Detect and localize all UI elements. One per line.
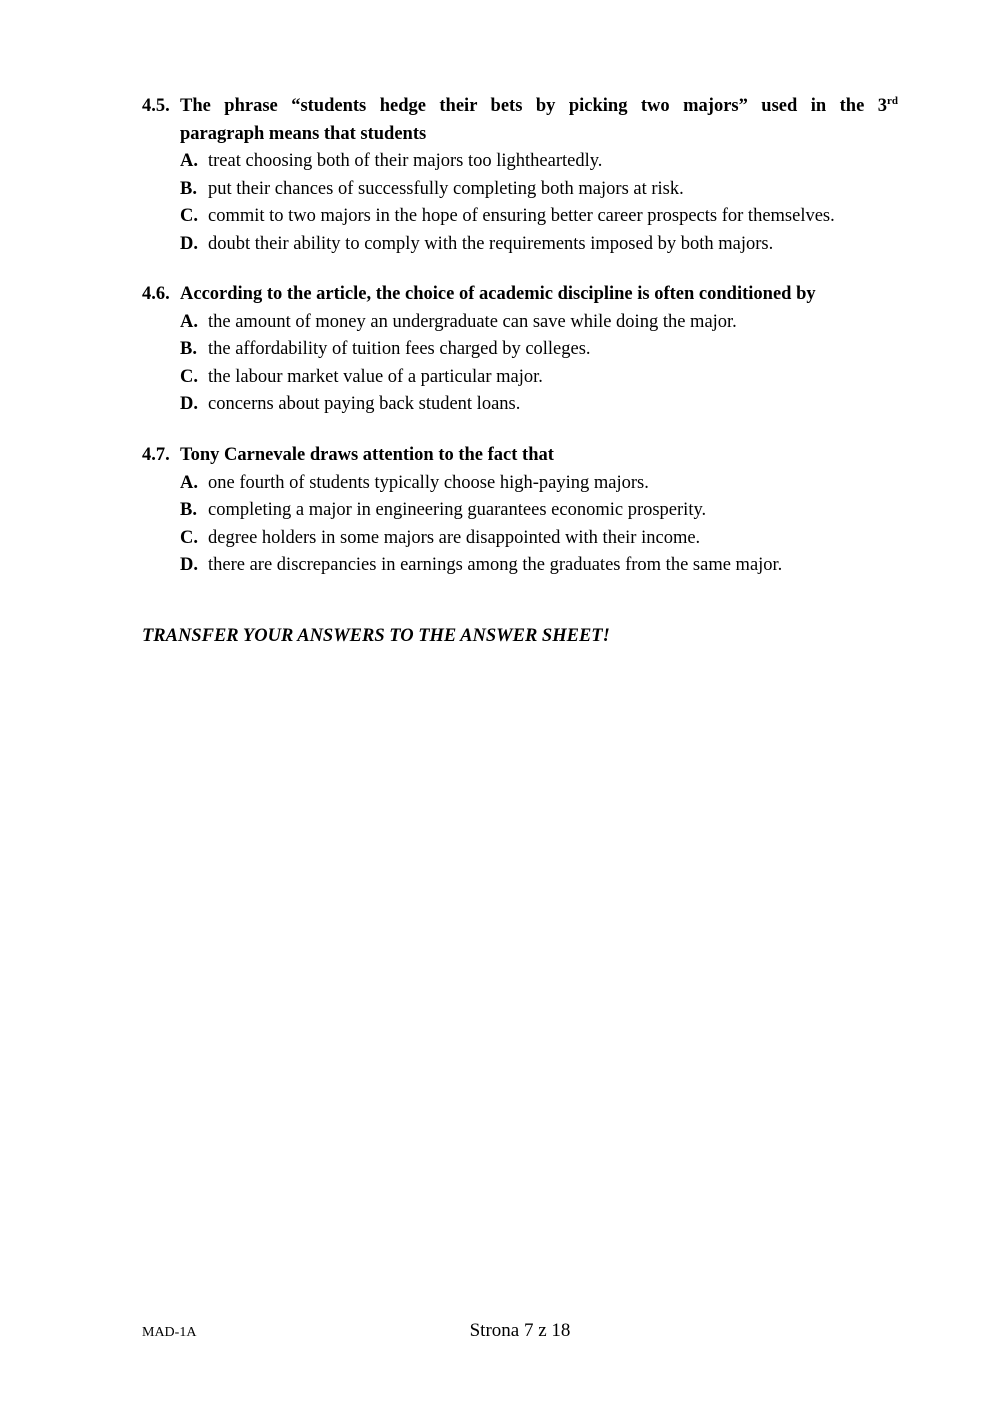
question-text-continued: paragraph means that students <box>180 123 427 144</box>
question-text: According to the article, the choice of academic discipline is often conditioned by <box>180 284 816 304</box>
question-text: Tony Carnevale draws attention to the fact that <box>180 445 554 465</box>
option-letter: C. <box>180 527 198 548</box>
transfer-instruction: TRANSFER YOUR ANSWERS TO THE ANSWER SHEET! <box>142 626 610 646</box>
answer-option-b <box>180 497 898 525</box>
option-letter: A. <box>180 151 198 171</box>
option-text: the amount of money an undergraduate can save while doing the major. <box>208 311 737 332</box>
answer-option-b <box>180 336 898 364</box>
answer-option-a <box>180 148 898 176</box>
option-text: there are discrepancies in earnings among the graduates from the same major. <box>208 555 783 575</box>
answer-options <box>142 470 898 580</box>
question-4-5 <box>142 93 898 258</box>
page-number: Strona 7 z 18 <box>469 1320 571 1341</box>
question-text: The phrase “students hedge their bets by picking two majors” used in the 3 <box>180 96 887 116</box>
option-text: concerns about paying back student loans. <box>208 394 521 414</box>
option-text: put their chances of successfully completing both majors at risk. <box>208 178 684 199</box>
option-letter: B. <box>180 500 197 520</box>
option-text: commit to two majors in the hope of ensuring better career prospects for themselves. <box>208 206 835 226</box>
option-letter: C. <box>180 206 198 226</box>
question-number: 4.6. <box>142 284 170 304</box>
answer-options <box>142 148 898 258</box>
answer-option-a <box>180 470 898 498</box>
question-stem <box>142 442 898 470</box>
question-4-6 <box>142 281 898 419</box>
option-letter: D. <box>180 233 198 254</box>
answer-option-c <box>180 364 898 392</box>
option-text: doubt their ability to comply with the requirements imposed by both majors. <box>208 233 774 254</box>
option-text: completing a major in engineering guarantees economic prosperity. <box>208 500 707 520</box>
option-letter: D. <box>180 555 198 575</box>
answer-options <box>142 309 898 419</box>
option-letter: B. <box>180 178 197 199</box>
question-4-7 <box>142 442 898 580</box>
option-text: the affordability of tuition fees charged by colleges. <box>208 339 591 359</box>
answer-option-b <box>180 176 898 204</box>
exam-code: MAD-1A <box>142 1325 197 1340</box>
question-stem <box>142 93 898 148</box>
question-number: 4.7. <box>142 445 170 465</box>
answer-option-d <box>180 231 898 259</box>
option-text: the labour market value of a particular major. <box>208 366 543 387</box>
question-number: 4.5. <box>142 96 170 116</box>
answer-option-c <box>180 525 898 553</box>
answer-option-d <box>180 552 898 580</box>
question-stem <box>142 281 898 309</box>
option-text: one fourth of students typically choose high-paying majors. <box>208 472 649 493</box>
option-letter: C. <box>180 366 198 387</box>
answer-option-c <box>180 203 898 231</box>
option-text: treat choosing both of their majors too lightheartedly. <box>208 151 603 171</box>
option-letter: B. <box>180 339 197 359</box>
answer-option-d <box>180 391 898 419</box>
option-letter: D. <box>180 394 198 414</box>
option-letter: A. <box>180 311 198 332</box>
option-letter: A. <box>180 472 198 493</box>
answer-option-a <box>180 309 898 337</box>
superscript: rd <box>887 95 898 107</box>
option-text: degree holders in some majors are disappointed with their income. <box>208 527 701 548</box>
